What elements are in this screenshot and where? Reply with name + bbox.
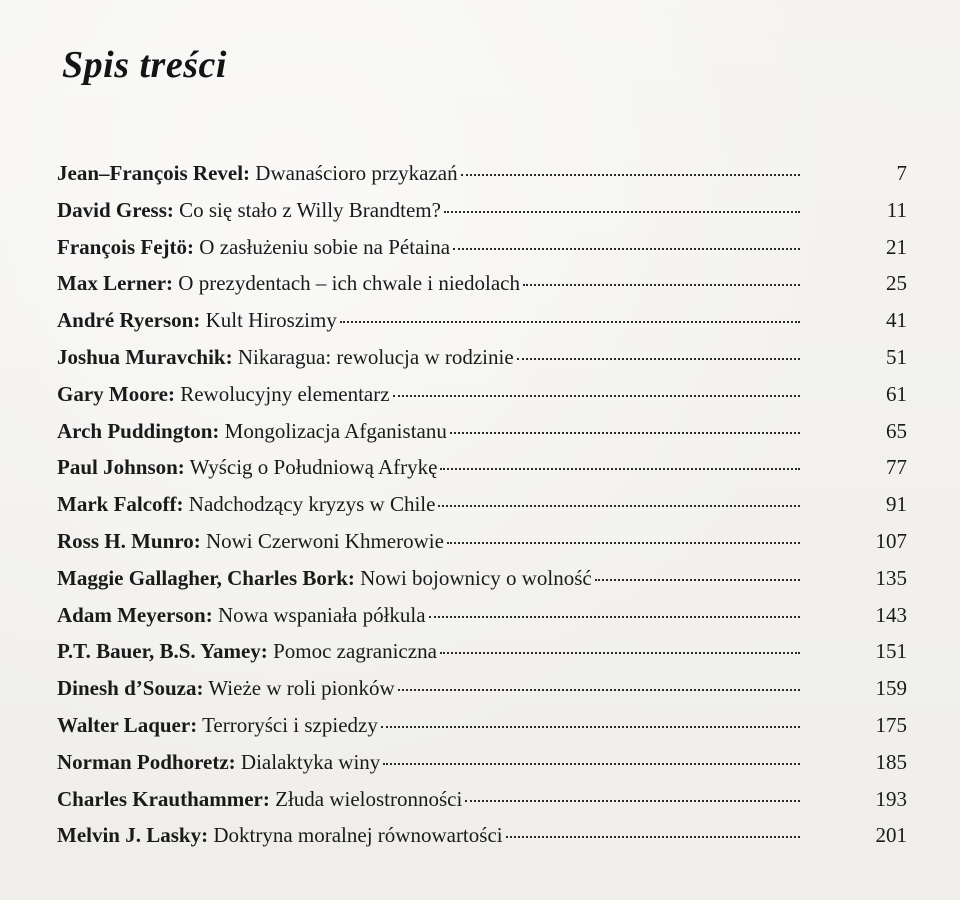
entry-author: David Gress: <box>57 197 174 222</box>
dot-leader <box>523 263 800 286</box>
entry-author: Maggie Gallagher, Charles Bork: <box>57 565 355 590</box>
toc-entry <box>57 781 907 818</box>
entry-text <box>57 486 435 523</box>
toc-entry <box>57 192 907 229</box>
entry-author: Arch Puddington: <box>57 418 220 443</box>
entry-page-number: 77 <box>886 455 907 480</box>
entry-page-number: 7 <box>896 161 907 185</box>
entry-text <box>57 523 444 560</box>
entry-page-number: 107 <box>875 528 907 553</box>
entry-author: André Ryerson: <box>57 308 201 333</box>
table-of-contents <box>57 155 907 854</box>
entry-page-number: 151 <box>875 639 907 664</box>
entry-title: Co się stało z Willy Brandtem? <box>179 197 441 222</box>
dot-leader <box>517 337 800 360</box>
entry-text <box>57 155 458 192</box>
entry-page-number: 185 <box>875 749 907 774</box>
dot-leader <box>429 595 800 618</box>
entry-title: O prezydentach – ich chwale i niedolach <box>178 271 520 296</box>
toc-entry <box>57 339 907 376</box>
entry-text <box>57 339 514 376</box>
entry-author: Walter Laquer: <box>57 712 198 737</box>
entry-author: Melvin J. Lasky: <box>57 823 209 848</box>
entry-text <box>57 265 520 302</box>
entry-page-number: 193 <box>875 786 907 811</box>
toc-entry <box>57 744 907 781</box>
entry-page-number: 41 <box>886 308 907 333</box>
entry-author: Ross H. Munro: <box>57 528 201 553</box>
toc-entry <box>57 302 907 339</box>
entry-text <box>57 192 441 229</box>
dot-leader <box>444 190 800 213</box>
entry-page-number: 25 <box>886 271 907 296</box>
entry-page-number: 65 <box>886 418 907 443</box>
entry-page-number: 201 <box>875 823 907 848</box>
entry-author: Norman Podhoretz: <box>57 749 236 774</box>
entry-title: Terroryści i szpiedzy <box>202 712 378 737</box>
entry-title: Dialaktyka winy <box>240 749 381 774</box>
dot-leader <box>398 668 800 691</box>
entry-title: Wieże w roli pionków <box>208 676 395 701</box>
toc-entry <box>57 376 907 413</box>
entry-page-number: 91 <box>886 492 907 517</box>
entry-text <box>57 597 426 634</box>
dot-leader <box>383 742 800 765</box>
toc-entry <box>57 523 907 560</box>
entry-text <box>57 781 462 818</box>
entry-author: François Fejtö: <box>57 234 195 259</box>
dot-leader <box>438 484 800 507</box>
entry-title: Złuda wielostronności <box>275 786 463 811</box>
toc-entry <box>57 413 907 450</box>
entry-page-number: 51 <box>886 344 907 369</box>
entry-title: Pomoc zagraniczna <box>273 639 437 664</box>
entry-text <box>57 670 395 707</box>
dot-leader <box>595 558 800 581</box>
toc-entry <box>57 486 907 523</box>
entry-page-number: 11 <box>886 197 907 222</box>
entry-text <box>57 449 437 486</box>
entry-title: Nadchodzący kryzys w Chile <box>188 492 436 517</box>
toc-entry <box>57 633 907 670</box>
entry-author: P.T. Bauer, B.S. Yamey: <box>57 639 268 664</box>
entry-author: Adam Meyerson: <box>57 602 213 627</box>
entry-text <box>57 744 380 781</box>
dot-leader <box>440 447 800 470</box>
toc-entry <box>57 155 907 192</box>
toc-entry <box>57 817 907 854</box>
dot-leader <box>450 411 800 434</box>
entry-page-number: 175 <box>875 712 907 737</box>
entry-page-number: 135 <box>875 565 907 590</box>
entry-title: Dwanaścioro przykazań <box>255 161 458 185</box>
entry-title: Nowa wspaniała półkula <box>217 602 426 627</box>
entry-text <box>57 707 378 744</box>
entry-page-number: 143 <box>875 602 907 627</box>
dot-leader <box>465 779 800 802</box>
dot-leader <box>381 705 800 728</box>
dot-leader <box>506 815 800 838</box>
entry-page-number: 61 <box>886 381 907 406</box>
entry-author: Gary Moore: <box>57 381 175 406</box>
toc-entry <box>57 560 907 597</box>
dot-leader <box>453 227 800 250</box>
toc-entry <box>57 449 907 486</box>
entry-author: Paul Johnson: <box>57 455 185 480</box>
entry-author: Charles Krauthammer: <box>57 786 270 811</box>
entry-author: Mark Falcoff: <box>57 492 184 517</box>
entry-title: Nikaragua: rewolucja w rodzinie <box>237 344 514 369</box>
dot-leader <box>447 521 800 544</box>
entry-text <box>57 302 337 339</box>
entry-title: Rewolucyjny elementarz <box>180 381 390 406</box>
entry-author: Jean–François Revel: <box>57 161 251 185</box>
dot-leader <box>393 374 800 397</box>
entry-text <box>57 817 503 854</box>
entry-author: Max Lerner: <box>57 271 174 296</box>
entry-page-number: 21 <box>886 234 907 259</box>
entry-text <box>57 560 592 597</box>
dot-leader <box>440 631 800 654</box>
entry-title: Doktryna moralnej równowartości <box>213 823 503 848</box>
entry-title: Mongolizacja Afganistanu <box>224 418 447 443</box>
toc-entry <box>57 597 907 634</box>
page-title: Spis treści <box>62 44 227 87</box>
entry-text <box>57 413 447 450</box>
toc-entry <box>57 229 907 266</box>
entry-title: Nowi Czerwoni Khmerowie <box>205 528 444 553</box>
entry-title: Wyścig o Południową Afrykę <box>189 455 438 480</box>
dot-leader <box>340 300 800 323</box>
entry-page-number: 159 <box>875 676 907 701</box>
dot-leader <box>461 153 800 176</box>
entry-author: Joshua Muravchik: <box>57 344 233 369</box>
entry-author: Dinesh d’Souza: <box>57 676 204 701</box>
toc-entry <box>57 670 907 707</box>
entry-text <box>57 229 450 266</box>
entry-title: Kult Hiroszimy <box>205 308 337 333</box>
toc-entry <box>57 265 907 302</box>
entry-title: O zasłużeniu sobie na Pétaina <box>199 234 451 259</box>
entry-text <box>57 633 437 670</box>
entry-text <box>57 376 390 413</box>
toc-entry <box>57 707 907 744</box>
entry-title: Nowi bojownicy o wolność <box>360 565 592 590</box>
